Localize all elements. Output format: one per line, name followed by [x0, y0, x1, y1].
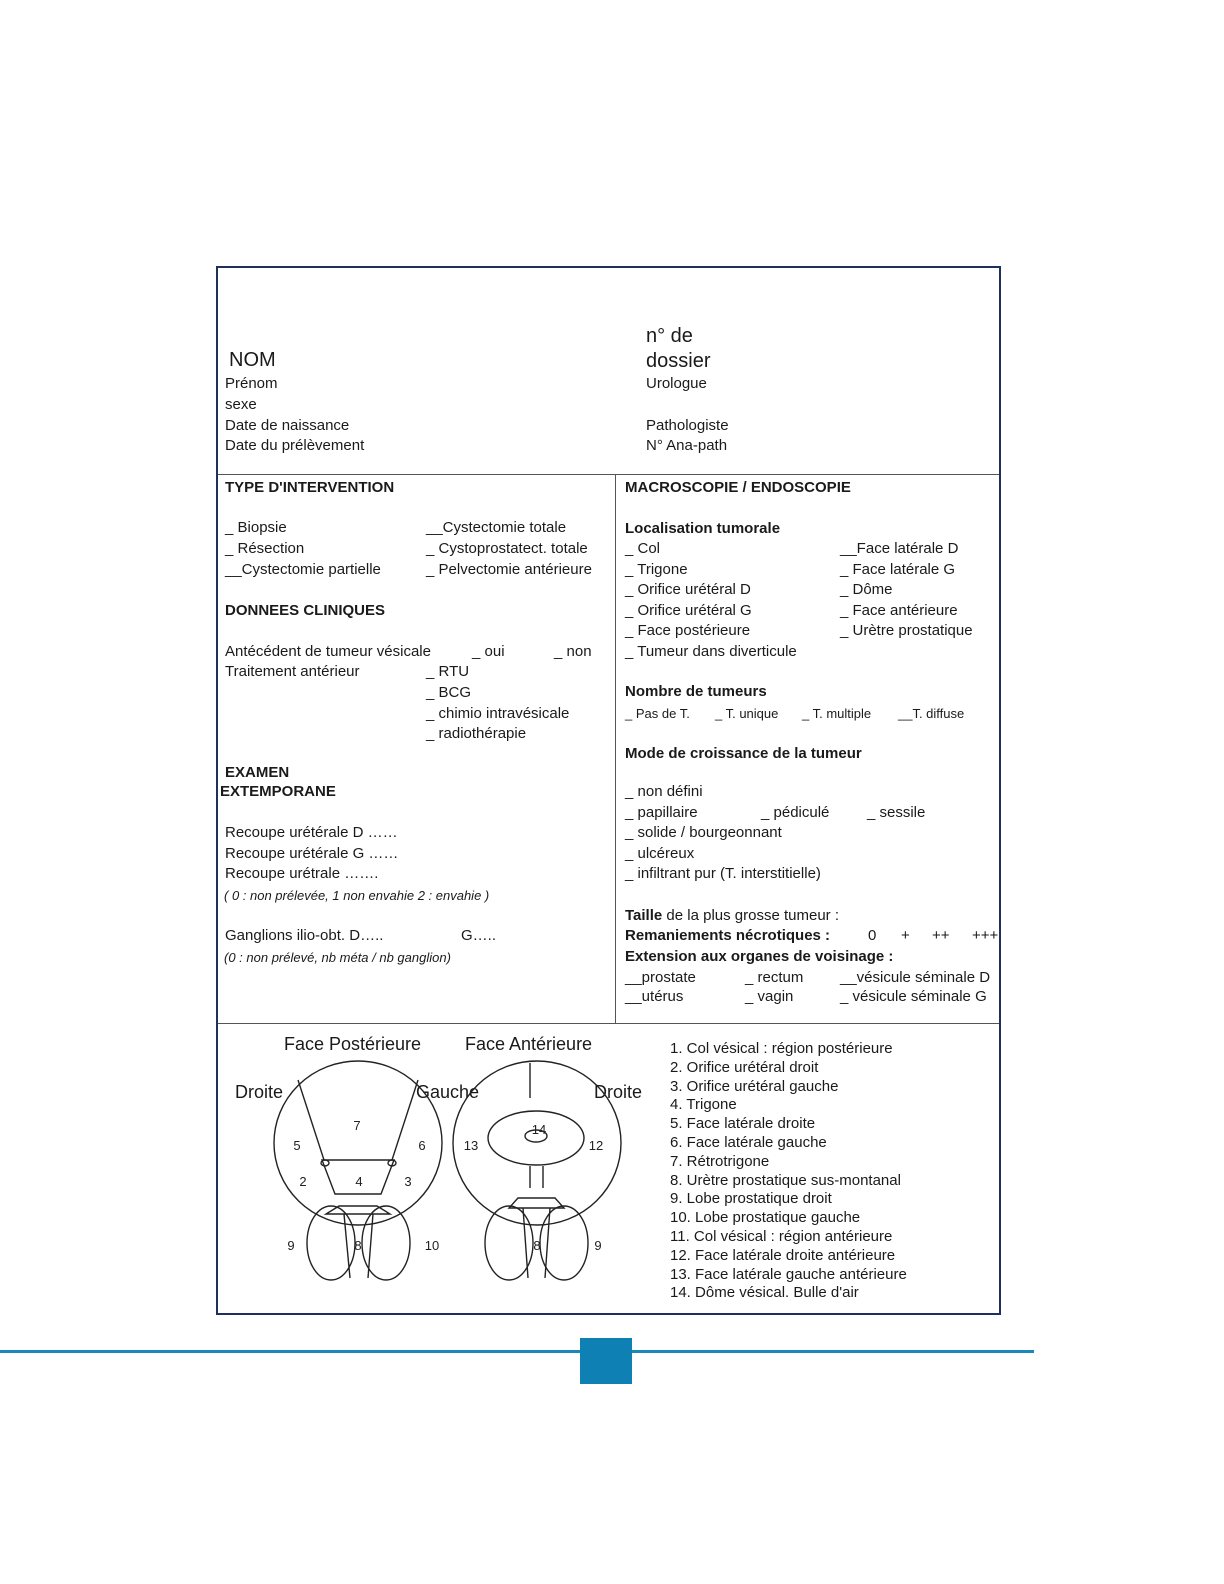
- nombre-option: __T. diffuse: [898, 706, 965, 721]
- localisation-option: _ Trigone: [625, 561, 688, 578]
- taille-line: [625, 907, 839, 925]
- recoupe-legend: ( 0 : non prélevée, 1 non envahie 2 : envahie ): [224, 888, 490, 903]
- region-number: 5: [293, 1138, 301, 1153]
- type-option: _ Pelvectomie antérieure: [426, 561, 592, 578]
- region-number: 9: [287, 1238, 295, 1253]
- posterior-line: [298, 1080, 324, 1160]
- localisation-option: _ Urètre prostatique: [840, 622, 973, 639]
- mode-option: _ sessile: [867, 804, 926, 821]
- ganglions-g: G…..: [461, 927, 497, 944]
- type-option: __Cystectomie partielle: [225, 561, 381, 578]
- type-intervention-title: TYPE D'INTERVENTION: [225, 479, 395, 496]
- nombre-option: _ Pas de T.: [625, 706, 690, 721]
- droite-label: Droite: [235, 1082, 284, 1102]
- remaniements-label: Remaniements nécrotiques :: [625, 927, 831, 944]
- localisation-title: Localisation tumorale: [625, 520, 781, 537]
- nombre-option: _ T. multiple: [802, 706, 872, 721]
- region-number: 7: [353, 1118, 361, 1133]
- traitement-option: _ RTU: [426, 663, 470, 680]
- mode-option: _ non défini: [625, 783, 703, 800]
- legend-item: 10. Lobe prostatique gauche: [670, 1209, 861, 1227]
- recoupe-line: Recoupe urétérale G ……: [225, 845, 399, 862]
- extension-option: __prostate: [625, 969, 696, 986]
- examen-title-line1: EXAMEN: [225, 764, 290, 781]
- date-prelevement-label: Date du prélèvement: [225, 437, 365, 454]
- legend-item: 5. Face latérale droite: [670, 1115, 816, 1133]
- nombre-tumeurs-title: Nombre de tumeurs: [625, 683, 767, 700]
- ana-path-label: N° Ana-path: [646, 437, 728, 454]
- anterior-neck: [509, 1198, 564, 1208]
- mode-option: _ papillaire: [625, 804, 698, 821]
- antecedent-non: _ non: [554, 643, 592, 660]
- traitement-option: _ radiothérapie: [426, 725, 527, 742]
- localisation-option: _ Dôme: [840, 581, 893, 598]
- localisation-option: _ Face postérieure: [625, 622, 751, 639]
- type-option: _ Biopsie: [225, 519, 287, 536]
- region-number: 12: [588, 1138, 604, 1153]
- extension-option: _ rectum: [745, 969, 804, 986]
- ganglions-legend: (0 : non prélevé, nb méta / nb ganglion): [224, 950, 451, 965]
- mode-option: _ infiltrant pur (T. interstitielle): [625, 865, 821, 882]
- legend-item: 7. Rétrotrigone: [670, 1152, 770, 1170]
- extension-option: _ vésicule séminale G: [840, 988, 987, 1005]
- legend-item: 4. Trigone: [670, 1096, 737, 1114]
- ganglions-d: Ganglions ilio-obt. D…..: [225, 927, 384, 944]
- dome-ellipse: [488, 1111, 584, 1165]
- region-number: 6: [418, 1138, 426, 1153]
- mode-option: _ ulcéreux: [625, 845, 695, 862]
- legend-item: 13. Face latérale gauche antérieure: [670, 1265, 907, 1283]
- legend-item: 8. Urètre prostatique sus-montanal: [670, 1171, 901, 1189]
- footer-marker: [580, 1338, 632, 1384]
- taille-rest: de la plus grosse tumeur :: [666, 907, 840, 924]
- type-option: __Cystectomie totale: [426, 519, 567, 536]
- traitement-option: _ BCG: [426, 684, 472, 701]
- remaniement-scale: 0: [868, 927, 877, 944]
- legend-item: 12. Face latérale droite antérieure: [670, 1246, 896, 1264]
- traitement-label: Traitement antérieur: [225, 663, 360, 680]
- mode-option: _ pédiculé: [761, 804, 830, 821]
- legend-item: 1. Col vésical : région postérieure: [670, 1040, 893, 1057]
- sexe-label: sexe: [225, 396, 257, 413]
- remaniement-scale: ++: [932, 927, 950, 944]
- region-legend: [670, 1040, 907, 1302]
- localisation-option: _ Face latérale G: [840, 561, 956, 578]
- region-number: 4: [355, 1174, 363, 1189]
- recoupe-line: Recoupe urétrale …….: [225, 865, 379, 882]
- macroscopie-title: MACROSCOPIE / ENDOSCOPIE: [625, 479, 851, 496]
- face-posterieure-label: Face Postérieure: [284, 1034, 422, 1054]
- type-option: _ Cystoprostatect. totale: [426, 540, 588, 557]
- extension-option: __utérus: [625, 988, 684, 1005]
- extension-option: __vésicule séminale D: [840, 969, 991, 986]
- region-number: 13: [463, 1138, 479, 1153]
- footer-rule: [0, 1350, 1034, 1353]
- legend-item: 6. Face latérale gauche: [670, 1133, 827, 1151]
- dossier-label-line2: dossier: [646, 350, 711, 372]
- antecedent-oui: _ oui: [472, 643, 505, 660]
- date-naissance-label: Date de naissance: [225, 417, 350, 434]
- extension-option: _ vagin: [745, 988, 794, 1005]
- pathology-form: [216, 266, 1001, 1315]
- prostate-lobe-right: [307, 1206, 355, 1280]
- droite-label-right: Droite: [594, 1082, 643, 1102]
- legend-item: 9. Lobe prostatique droit: [670, 1190, 832, 1208]
- localisation-option: _ Orifice urétéral G: [625, 602, 752, 619]
- prenom-label: Prénom: [225, 375, 278, 392]
- mode-option: _ solide / bourgeonnant: [625, 824, 782, 841]
- pathologiste-label: Pathologiste: [646, 417, 729, 434]
- localisation-option: _ Orifice urétéral D: [625, 581, 751, 598]
- region-number: 3: [404, 1174, 412, 1189]
- posterior-line: [392, 1080, 418, 1160]
- dossier-label-line1: n° de: [646, 325, 693, 347]
- region-number: 8: [354, 1238, 362, 1253]
- gauche-label: Gauche: [416, 1082, 480, 1102]
- header-divider: [218, 474, 999, 475]
- region-number: 2: [299, 1174, 307, 1189]
- column-divider: [615, 474, 616, 1023]
- remaniement-scale: +: [901, 927, 910, 944]
- extension-label: Extension aux organes de voisinage :: [625, 948, 894, 965]
- legend-item: 3. Orifice urétéral gauche: [670, 1077, 839, 1095]
- recoupe-line: Recoupe urétérale D ……: [225, 824, 398, 841]
- region-number: 14: [531, 1122, 547, 1137]
- taille-bold: Taille: [625, 907, 663, 924]
- localisation-option: _ Tumeur dans diverticule: [625, 643, 797, 660]
- localisation-option: _ Col: [625, 540, 661, 557]
- examen-title-line2: EXTEMPORANE: [220, 783, 336, 800]
- antecedent-label: Antécédent de tumeur vésicale: [225, 643, 431, 660]
- region-number: 10: [424, 1238, 440, 1253]
- traitement-option: _ chimio intravésicale: [426, 705, 570, 722]
- remaniement-scale: +++: [972, 927, 999, 944]
- ureteral-orifice-right: [321, 1160, 329, 1166]
- mode-croissance-title: Mode de croissance de la tumeur: [625, 745, 862, 762]
- nom-label: NOM: [229, 349, 276, 371]
- region-number: 8: [533, 1238, 541, 1253]
- diagram-divider: [218, 1023, 999, 1024]
- region-number: 9: [594, 1238, 602, 1253]
- legend-item: 14. Dôme vésical. Bulle d'air: [670, 1284, 859, 1302]
- localisation-option: _ Face antérieure: [840, 602, 958, 619]
- type-option: _ Résection: [225, 540, 305, 557]
- nombre-option: _ T. unique: [715, 706, 779, 721]
- localisation-option: __Face latérale D: [840, 540, 959, 557]
- legend-item: 11. Col vésical : région antérieure: [670, 1227, 893, 1245]
- urologue-label: Urologue: [646, 375, 707, 392]
- donnees-cliniques-title: DONNEES CLINIQUES: [225, 602, 386, 619]
- bladder-diagram: [218, 1048, 658, 1308]
- legend-item: 2. Orifice urétéral droit: [670, 1058, 819, 1076]
- face-anterieure-label: Face Antérieure: [465, 1034, 593, 1054]
